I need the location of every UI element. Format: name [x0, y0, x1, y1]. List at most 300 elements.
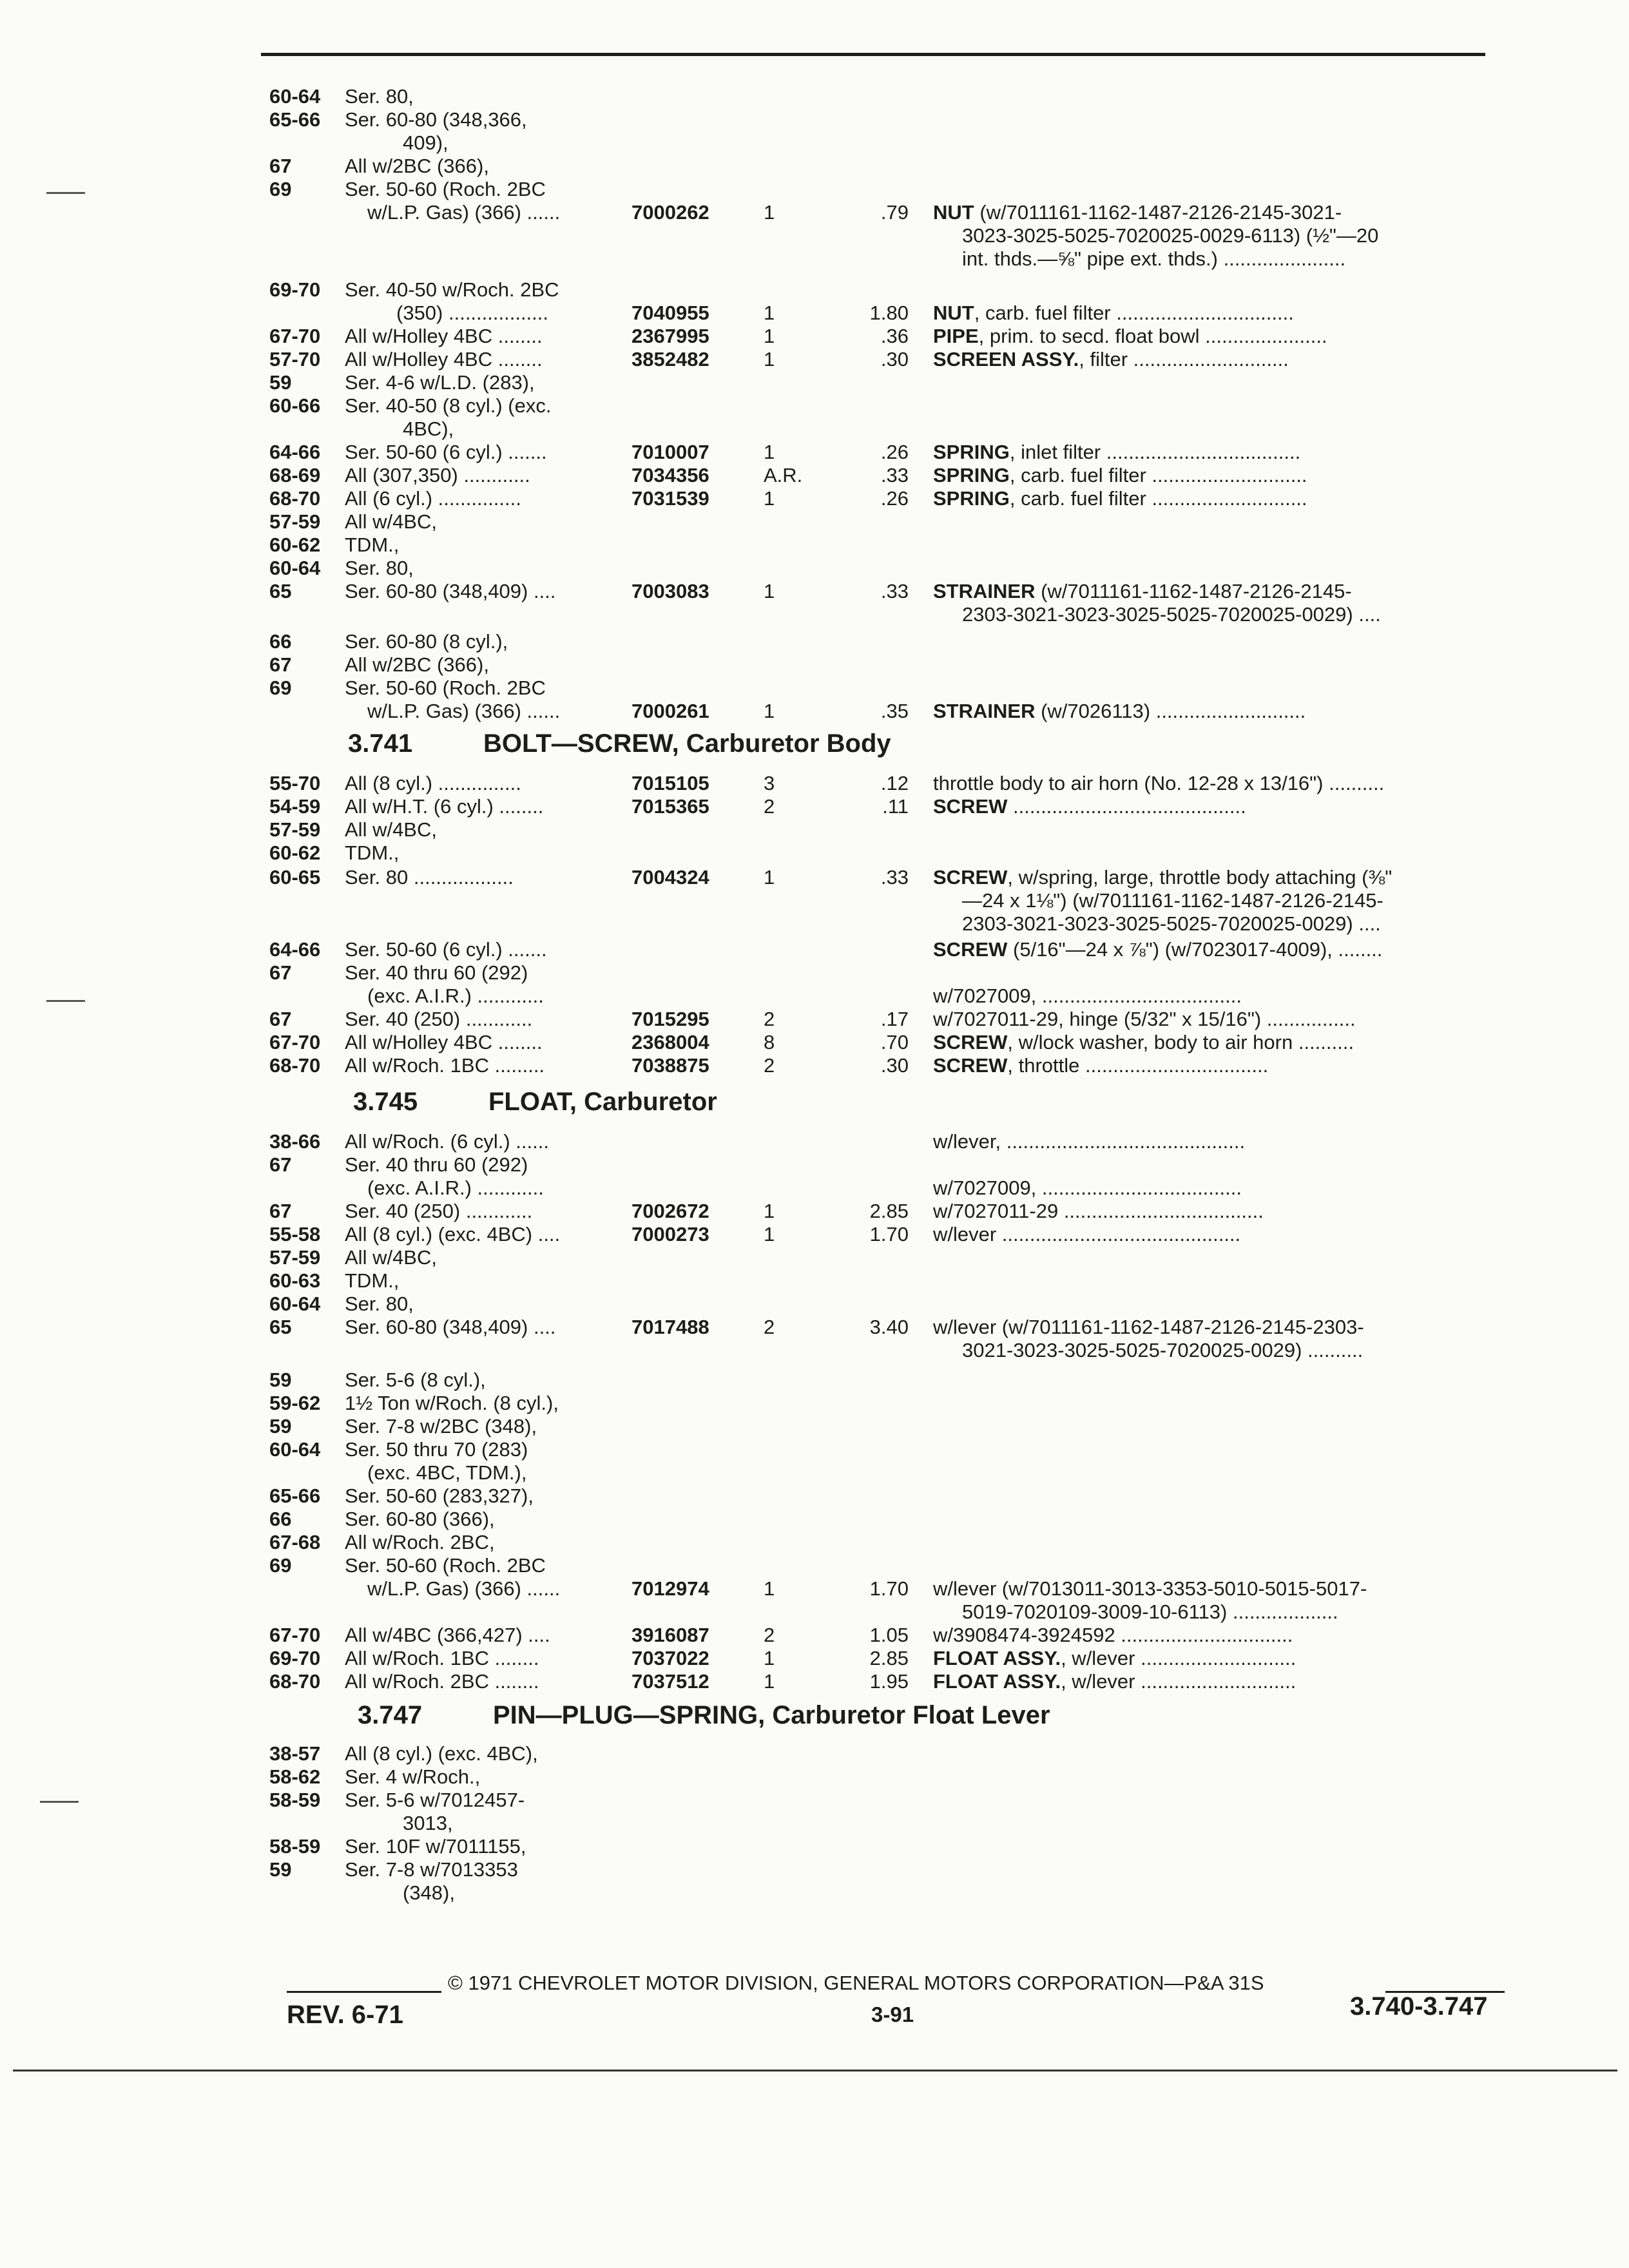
description: [933, 1314, 1364, 1340]
year-range: 59: [269, 1369, 292, 1391]
table-row: [0, 771, 1629, 796]
description-text: (w/7026113) ...........................: [1035, 700, 1306, 722]
description: [933, 1576, 1367, 1602]
table-row: [0, 1553, 1629, 1579]
table-row: [0, 1030, 1629, 1055]
application: Ser. 40 thru 60 (292): [345, 961, 528, 984]
application: Ser. 80,: [345, 85, 414, 108]
quantity: 1: [764, 487, 775, 510]
application: 3013,: [403, 1812, 453, 1834]
application: All (307,350) ............: [345, 464, 530, 486]
quantity: 2: [764, 1054, 775, 1077]
table-row: [0, 1669, 1629, 1695]
description-text: 5019-7020109-3009-10-6113) ...................: [962, 1600, 1338, 1623]
table-row: [0, 1268, 1629, 1294]
part-number: 7012974: [631, 1577, 709, 1600]
table-row: [0, 1787, 1629, 1813]
description: [933, 439, 1300, 465]
description: [962, 1338, 1363, 1363]
description-keyword: SCREW: [933, 1054, 1008, 1077]
table-row: [0, 1129, 1629, 1155]
quantity: 1: [764, 302, 775, 324]
table-row: [0, 1245, 1629, 1271]
description: [933, 983, 1242, 1009]
description: [933, 1053, 1268, 1079]
quantity: 8: [764, 1031, 775, 1053]
table-row: [0, 130, 1629, 156]
application: Ser. 50 thru 70 (283): [345, 1438, 528, 1461]
price: .36: [880, 325, 909, 347]
price: .79: [880, 201, 909, 224]
description-text: w/7027009, ....................................: [933, 985, 1242, 1007]
part-number: 7015295: [631, 1008, 709, 1030]
year-range: 58-59: [269, 1789, 321, 1811]
application: Ser. 50-60 (Roch. 2BC: [345, 677, 546, 699]
year-range: 67-68: [269, 1531, 321, 1553]
year-range: 58-59: [269, 1835, 321, 1858]
part-number: 3852482: [631, 348, 709, 370]
year-range: 69: [269, 178, 292, 200]
price: .70: [880, 1031, 909, 1053]
part-number: 7000273: [631, 1223, 709, 1245]
table-row: [0, 1152, 1629, 1178]
quantity: 1: [764, 325, 775, 347]
table-row: [0, 1834, 1629, 1860]
application: Ser. 5-6 w/7012457-: [345, 1789, 525, 1811]
description-text: 2303-3021-3023-3025-5025-7020025-0029) ....: [962, 912, 1381, 935]
year-range: 59: [269, 1858, 292, 1881]
description-text: , w/lever ............................: [1061, 1647, 1296, 1669]
description-text: w/7027011-29 ....................................: [933, 1200, 1264, 1222]
section-number: 3.747: [358, 1701, 423, 1729]
bottom-rule: [13, 2070, 1617, 2071]
table-row: [0, 246, 1629, 272]
description: [962, 911, 1381, 937]
table-row: [0, 911, 1629, 937]
application: Ser. 60-80 (348,409) ....: [345, 580, 556, 602]
application: All w/Roch. 1BC ........: [345, 1647, 539, 1669]
description: [933, 698, 1306, 724]
application: 4BC),: [403, 418, 454, 440]
description-text: —24 x 1⅛") (w/7011161-1162-1487-2126-2145-: [962, 889, 1383, 912]
table-row: [0, 393, 1629, 419]
table-row: [0, 439, 1629, 465]
part-number: 2368004: [631, 1031, 709, 1053]
section-range: 3.740-3.747: [1350, 1992, 1488, 2021]
table-row: [0, 323, 1629, 349]
table-row: [0, 416, 1629, 442]
description-keyword: SPRING: [933, 464, 1010, 486]
table-row: [0, 509, 1629, 535]
description: [962, 888, 1383, 914]
description-text: , carb. fuel filter ............................: [1009, 487, 1307, 510]
application: Ser. 60-80 (348,366,: [345, 108, 527, 131]
application: Ser. 50-60 (6 cyl.) .......: [345, 938, 547, 961]
application: (exc. A.I.R.) ............: [367, 1177, 544, 1199]
application: All w/Roch. (6 cyl.) ......: [345, 1130, 549, 1153]
table-row: [0, 1053, 1629, 1079]
part-number: 7037512: [631, 1670, 709, 1693]
description: [933, 323, 1327, 349]
table-row: [0, 153, 1629, 179]
price: .12: [880, 772, 909, 794]
year-range: 60-64: [269, 557, 321, 579]
year-range: 67-70: [269, 1031, 321, 1053]
table-row: [0, 675, 1629, 701]
application: Ser. 10F w/7011155,: [345, 1835, 526, 1858]
quantity: 1: [764, 201, 775, 224]
application: All w/Holley 4BC ........: [345, 1031, 543, 1053]
application: (exc. 4BC, TDM.),: [367, 1461, 527, 1484]
description-text: , inlet filter ...................................: [1009, 441, 1301, 463]
description: [933, 1222, 1240, 1247]
part-number: 7015365: [631, 795, 709, 818]
table-row: [0, 1437, 1629, 1463]
year-range: 60-62: [269, 841, 321, 864]
year-range: 67: [269, 961, 292, 984]
table-row: [0, 84, 1629, 110]
description-text: 3021-3023-3025-5025-7020025-0029) ..........: [962, 1339, 1364, 1361]
application: Ser. 50-60 (6 cyl.) .......: [345, 441, 547, 463]
description-text: , carb. fuel filter ............................: [1009, 464, 1307, 486]
table-row: [0, 532, 1629, 558]
part-number: 7015105: [631, 772, 709, 794]
part-number: 7034356: [631, 464, 709, 486]
part-number: 7010007: [631, 441, 709, 463]
part-number: 7003083: [631, 580, 709, 602]
description: [933, 200, 1342, 226]
description: [933, 1006, 1356, 1032]
application: Ser. 50-60 (Roch. 2BC: [345, 1554, 546, 1577]
year-range: 67: [269, 1153, 292, 1176]
price: .33: [880, 580, 909, 602]
table-row: [0, 794, 1629, 820]
year-range: 66: [269, 630, 292, 653]
application: All w/H.T. (6 cyl.) ........: [345, 795, 544, 818]
year-range: 69: [269, 677, 292, 699]
application: TDM.,: [345, 841, 400, 864]
part-number: 7040955: [631, 302, 709, 324]
table-row: [0, 1006, 1629, 1032]
year-range: 55-58: [269, 1223, 321, 1245]
application: All w/4BC,: [345, 1246, 437, 1269]
part-number: 7038875: [631, 1054, 709, 1077]
quantity: 2: [764, 795, 775, 818]
quantity: 1: [764, 866, 775, 889]
year-range: 57-59: [269, 510, 321, 533]
top-rule: [261, 53, 1485, 56]
application: Ser. 50-60 (Roch. 2BC: [345, 178, 546, 200]
description: [933, 1622, 1293, 1648]
description-text: 3023-3025-5025-7020025-0029-6113) (½"—20: [962, 224, 1379, 247]
description: [962, 1599, 1338, 1625]
section-title: BOLT—SCREW, Carburetor Body: [483, 729, 891, 758]
quantity: 1: [764, 1670, 775, 1693]
quantity: 2: [764, 1008, 775, 1030]
description-keyword: FLOAT ASSY.: [933, 1647, 1061, 1669]
description-keyword: FLOAT ASSY.: [933, 1670, 1061, 1693]
table-row: [0, 960, 1629, 986]
copyright-line: © 1971 CHEVROLET MOTOR DIVISION, GENERAL MOTORS CORPORATION—P&A 31S: [448, 1972, 1264, 1994]
year-range: 60-63: [269, 1269, 321, 1292]
table-row: [0, 1460, 1629, 1486]
table-row: [0, 1483, 1629, 1509]
quantity: 1: [764, 348, 775, 370]
application: Ser. 40 (250) ............: [345, 1008, 533, 1030]
description-text: (w/7011161-1162-1487-2126-2145-: [1035, 580, 1352, 602]
description: [962, 602, 1381, 628]
application: Ser. 4 w/Roch.,: [345, 1765, 481, 1788]
quantity: 1: [764, 1200, 775, 1222]
description-keyword: SCREEN ASSY.: [933, 348, 1079, 370]
year-range: 60-64: [269, 1438, 321, 1461]
table-row: [0, 1764, 1629, 1790]
description-text: int. thds.—⅝" pipe ext. thds.) ......................: [962, 247, 1346, 270]
table-row: [0, 347, 1629, 372]
year-range: 60-62: [269, 533, 321, 556]
year-range: 68-70: [269, 1670, 321, 1693]
description: [962, 246, 1345, 272]
part-number: 2367995: [631, 325, 709, 347]
quantity: A.R.: [764, 464, 803, 486]
description-text: , w/lever ............................: [1061, 1670, 1296, 1693]
description-keyword: SPRING: [933, 487, 1010, 510]
table-row: [0, 1599, 1629, 1625]
description-text: w/3908474-3924592 ...............................: [933, 1624, 1293, 1646]
section-title: FLOAT, Carburetor: [488, 1088, 717, 1116]
description: [933, 300, 1294, 326]
application: (350) ..................: [396, 302, 549, 324]
description: [933, 1646, 1296, 1671]
application: (348),: [403, 1881, 455, 1904]
table-row: [0, 888, 1629, 914]
part-number: 7000262: [631, 201, 709, 224]
year-range: 65: [269, 1316, 292, 1338]
quantity: 1: [764, 441, 775, 463]
application: All (8 cyl.) (exc. 4BC) ....: [345, 1223, 561, 1245]
part-number: 7017488: [631, 1316, 709, 1338]
description-text: , w/lock washer, body to air horn ..........: [1007, 1031, 1354, 1053]
table-row: [0, 1390, 1629, 1416]
application: Ser. 40 thru 60 (292): [345, 1153, 528, 1176]
price: .26: [880, 441, 909, 463]
year-range: 59: [269, 1415, 292, 1437]
description-keyword: SCREW: [933, 866, 1008, 889]
application: All w/4BC (366,427) ....: [345, 1624, 550, 1646]
table-row: [0, 579, 1629, 604]
year-range: 67-70: [269, 1624, 321, 1646]
description-text: w/lever, ...........................................: [933, 1130, 1246, 1153]
price: .26: [880, 487, 909, 510]
table-row: [0, 1741, 1629, 1767]
application: Ser. 40-50 w/Roch. 2BC: [345, 278, 559, 301]
table-row: [0, 1646, 1629, 1671]
table-row: [0, 1530, 1629, 1555]
table-row: [0, 1857, 1629, 1883]
description-text: , filter ............................: [1079, 348, 1289, 370]
application: Ser. 7-8 w/2BC (348),: [345, 1415, 537, 1437]
year-range: 64-66: [269, 938, 321, 961]
description-text: w/7027009, ....................................: [933, 1177, 1242, 1199]
price: 1.95: [869, 1670, 909, 1693]
table-row: [0, 937, 1629, 963]
table-row: [0, 817, 1629, 843]
part-number: 7037022: [631, 1647, 709, 1669]
table-row: [0, 1175, 1629, 1201]
price: 1.05: [869, 1624, 909, 1646]
application: All (6 cyl.) ...............: [345, 487, 521, 510]
description: [933, 794, 1246, 820]
table-row: [0, 1576, 1629, 1602]
year-range: 60-64: [269, 1293, 321, 1315]
year-range: 65-66: [269, 1485, 321, 1507]
table-row: [0, 1198, 1629, 1224]
year-range: 65: [269, 580, 292, 602]
year-range: 65-66: [269, 108, 321, 131]
application: All w/2BC (366),: [345, 653, 489, 676]
application: All (8 cyl.) (exc. 4BC),: [345, 1742, 538, 1765]
year-range: 54-59: [269, 795, 321, 818]
year-range: 60-65: [269, 866, 321, 889]
quantity: 1: [764, 700, 775, 722]
description-keyword: SCREW: [933, 938, 1008, 961]
quantity: 2: [764, 1624, 775, 1646]
part-number: 7000261: [631, 700, 709, 722]
table-row: [0, 983, 1629, 1009]
description-keyword: SPRING: [933, 441, 1010, 463]
year-range: 68-70: [269, 487, 321, 510]
application: Ser. 50-60 (283,327),: [345, 1485, 534, 1507]
application: w/L.P. Gas) (366) ......: [367, 1577, 561, 1600]
application: Ser. 4-6 w/L.D. (283),: [345, 371, 535, 394]
description-text: (5/16"—24 x ⅞") (w/7023017-4009), ........: [1007, 938, 1383, 961]
table-row: [0, 602, 1629, 628]
table-row: [0, 300, 1629, 326]
description-keyword: STRAINER: [933, 700, 1036, 722]
year-range: 59: [269, 371, 292, 394]
part-number: 7004324: [631, 866, 709, 889]
year-range: 67: [269, 653, 292, 676]
year-range: 58-62: [269, 1765, 321, 1788]
description: [962, 223, 1378, 249]
table-row: [0, 1622, 1629, 1648]
price: 3.40: [869, 1316, 909, 1338]
application: w/L.P. Gas) (366) ......: [367, 700, 561, 722]
year-range: 69: [269, 1554, 292, 1577]
year-range: 59-62: [269, 1392, 321, 1414]
quantity: 1: [764, 1647, 775, 1669]
table-row: [0, 555, 1629, 581]
year-range: 64-66: [269, 441, 321, 463]
year-range: 67: [269, 1008, 292, 1030]
description-text: w/lever (w/7011161-1162-1487-2126-2145-2303-: [933, 1316, 1364, 1338]
application: Ser. 80,: [345, 1293, 414, 1315]
description-text: , prim. to secd. float bowl ......................: [978, 325, 1327, 347]
description-keyword: SCREW: [933, 795, 1008, 818]
quantity: 3: [764, 772, 775, 794]
description: [933, 463, 1307, 488]
price: 2.85: [869, 1200, 909, 1222]
year-range: 68-69: [269, 464, 321, 486]
quantity: 1: [764, 580, 775, 602]
description-text: w/7027011-29, hinge (5/32" x 15/16") ................: [933, 1008, 1356, 1030]
year-range: 67: [269, 155, 292, 177]
table-row: [0, 486, 1629, 512]
price: 2.85: [869, 1647, 909, 1669]
description: [933, 1175, 1242, 1201]
year-range: 68-70: [269, 1054, 321, 1077]
quantity: 1: [764, 1223, 775, 1245]
table-row: [0, 1222, 1629, 1247]
year-range: 60-64: [269, 85, 321, 108]
year-range: 69-70: [269, 278, 321, 301]
price: 1.70: [869, 1223, 909, 1245]
table-row: [0, 463, 1629, 488]
footer-rule-left: [287, 1991, 441, 1993]
application: (exc. A.I.R.) ............: [367, 985, 544, 1007]
price: .30: [880, 348, 909, 370]
description: [933, 937, 1382, 963]
page-number: 3-91: [871, 2003, 914, 2026]
description-keyword: PIPE: [933, 325, 979, 347]
description: [933, 1198, 1264, 1224]
table-row: [0, 177, 1629, 202]
application: All w/4BC,: [345, 510, 437, 533]
application: All w/2BC (366),: [345, 155, 489, 177]
description: [933, 865, 1392, 890]
table-row: [0, 223, 1629, 249]
application: All w/Holley 4BC ........: [345, 348, 543, 370]
year-range: 60-66: [269, 394, 321, 417]
application: 1½ Ton w/Roch. (8 cyl.),: [345, 1392, 559, 1414]
application: All w/Holley 4BC ........: [345, 325, 543, 347]
section-number: 3.745: [353, 1088, 418, 1116]
table-row: [0, 1338, 1629, 1363]
description: [933, 486, 1307, 512]
application: Ser. 60-80 (348,409) ....: [345, 1316, 556, 1338]
year-range: 66: [269, 1508, 292, 1530]
application: TDM.,: [345, 533, 400, 556]
table-row: [0, 1414, 1629, 1439]
description: [933, 1669, 1296, 1695]
application: All (8 cyl.) ...............: [345, 772, 521, 794]
description: [933, 1030, 1354, 1055]
table-row: [0, 1811, 1629, 1836]
table-row: [0, 840, 1629, 866]
description-text: w/lever (w/7013011-3013-3353-5010-5015-5017-: [933, 1577, 1367, 1600]
section-title: PIN—PLUG—SPRING, Carburetor Float Lever: [493, 1701, 1050, 1729]
table-row: [0, 629, 1629, 655]
price: .33: [880, 464, 909, 486]
application: All w/Roch. 2BC ........: [345, 1670, 539, 1693]
part-number: 7002672: [631, 1200, 709, 1222]
price: 1.80: [869, 302, 909, 324]
year-range: 38-66: [269, 1130, 321, 1153]
description-text: (w/7011161-1162-1487-2126-2145-3021-: [974, 201, 1342, 224]
year-range: 57-59: [269, 1246, 321, 1269]
description-text: , carb. fuel filter ................................: [974, 302, 1294, 324]
description: [933, 579, 1352, 604]
year-range: 67-70: [269, 325, 321, 347]
application: Ser. 40-50 (8 cyl.) (exc.: [345, 394, 552, 417]
part-number: 3916087: [631, 1624, 709, 1646]
quantity: 1: [764, 1577, 775, 1600]
description: [933, 1129, 1245, 1155]
table-row: [0, 200, 1629, 226]
application: Ser. 80 ..................: [345, 866, 514, 889]
description-text: , w/spring, large, throttle body attaching (⅜": [1007, 866, 1393, 889]
description-keyword: NUT: [933, 201, 974, 224]
